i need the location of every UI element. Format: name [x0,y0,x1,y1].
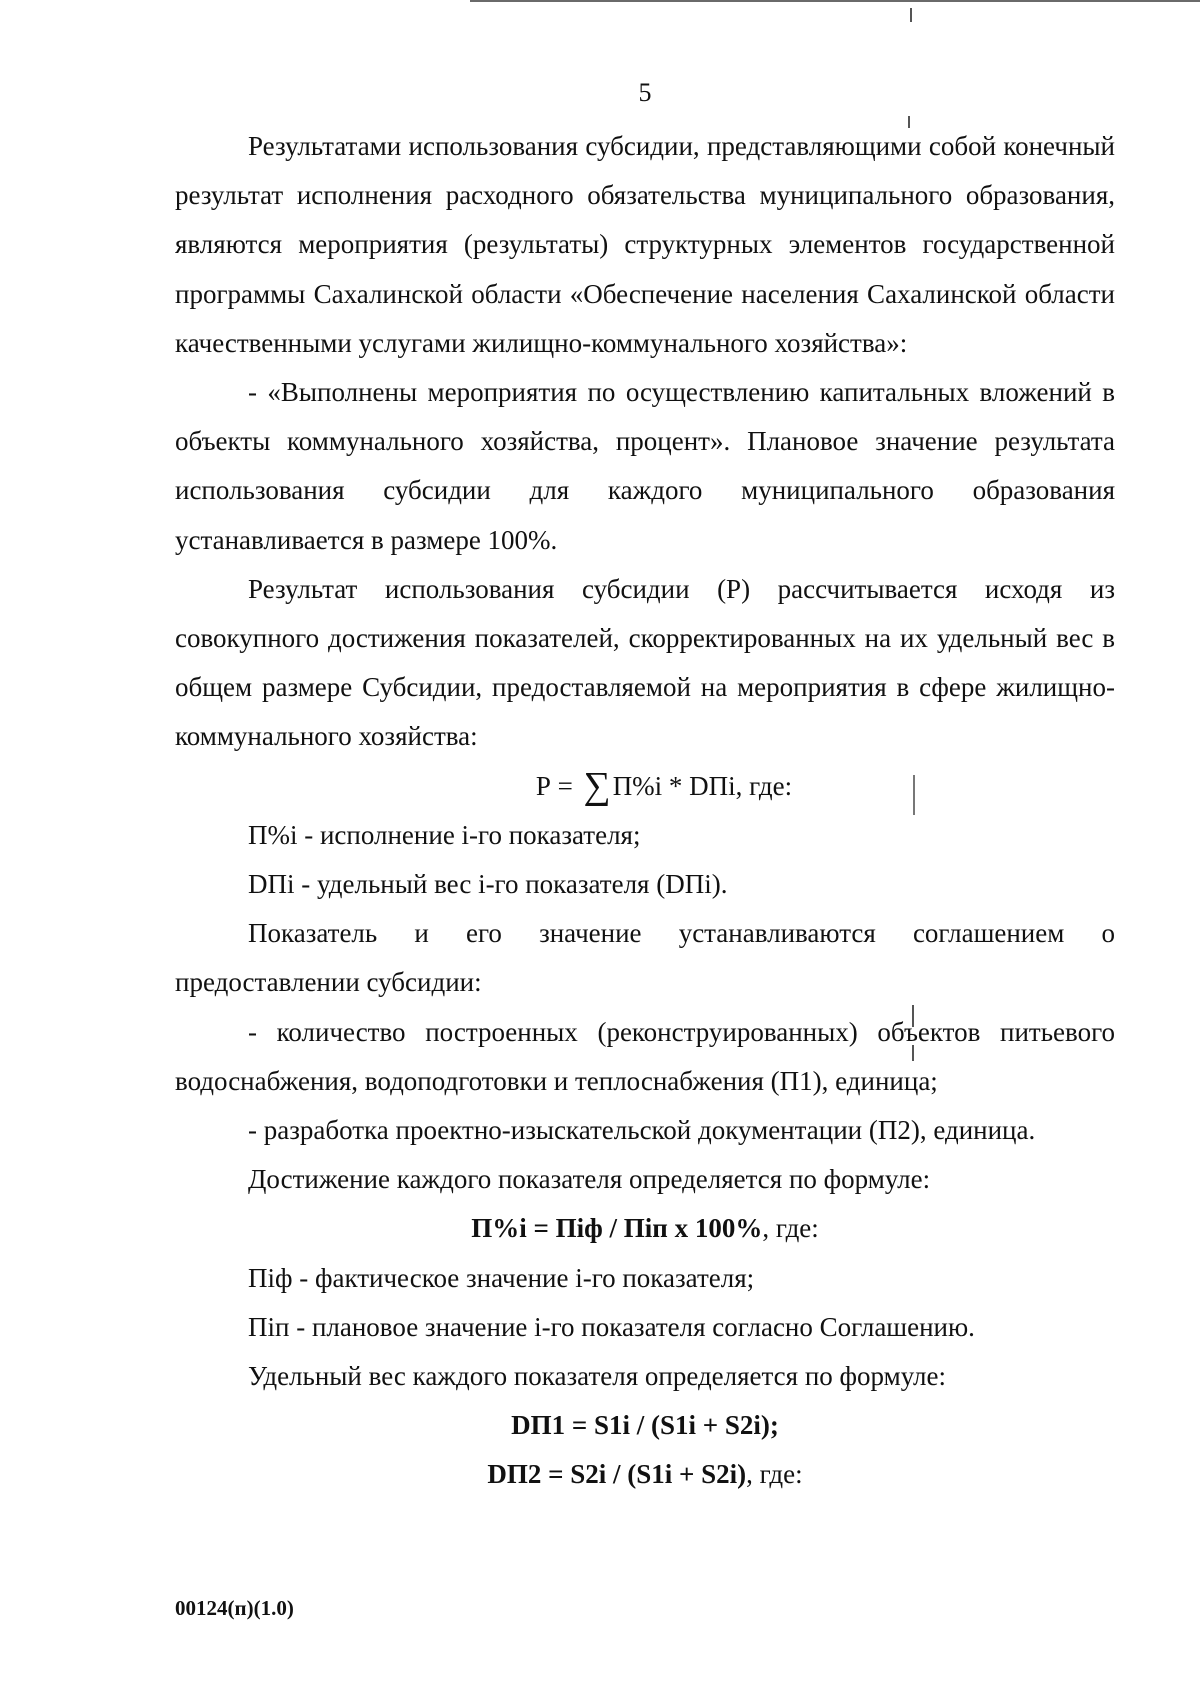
definition-actual: Пiф - фактическое значение i-го показателя; [248,1262,755,1293]
document-code: 00124(п)(1.0) [175,1596,294,1620]
top-border-line [470,0,1200,2]
paragraph-result-calculation: Результат использования субсидии (Р) рассчитывается исходя из совокупного достижения показателей, скорректированных на их удельный вес в общем размере Субсидии, предоставляемой на мероприятия в сфере жилищно-коммунального хозяйства: [175,573,1115,752]
sigma-symbol: ∑ [583,764,611,807]
paragraph-weight-formula: Удельный вес каждого показателя определяется по формуле: [248,1361,946,1392]
list-item-documentation: - разработка проектно-изыскательской документации (П2), единица. [248,1115,1036,1146]
page-number: 5 [638,78,652,107]
formula-weight-2 [175,1450,1115,1499]
formula-achievement-suffix: , где: [762,1213,819,1244]
formula-result-right: П%i * DПi, где: [612,770,793,801]
paragraph-achievement-formula: Достижение каждого показателя определяется по формуле: [248,1164,931,1195]
formula-achievement [175,1204,1115,1253]
paragraph-subsidy-results: Результатами использования субсидии, представляющими собой конечный результат исполнения расходного обязательства муниципального образования, являются мероприятия (результаты) структурных элементов государственной программы Сахалинской области «Обеспечение населения Сахалинской области качественными услугами жилищно-коммунального хозяйства»: [175,131,1115,358]
formula-result-left: Р = [535,770,573,801]
formula-weight-2-suffix: , где: [746,1459,803,1490]
document-body [175,122,1115,1500]
definition-planned: Пiп - плановое значение i-го показателя согласно Соглашению. [248,1311,975,1342]
formula-weight-2-expression: DП2 = S2i / (S1i + S2i) [487,1459,747,1490]
formula-result [175,762,1115,811]
definition-weight: DПi - удельный вес i-го показателя (DПi). [248,869,728,900]
scan-mark [910,8,912,22]
definition-execution: П%i - исполнение i-го показателя; [248,819,641,850]
list-item-objects: - количество построенных (реконструированных) объектов питьевого водоснабжения, водоподготовки и теплоснабжения (П1), единица; [175,1016,1115,1096]
formula-achievement-expression: П%i = Пiф / Пiп х 100% [471,1213,763,1244]
paragraph-indicator-agreement: Показатель и его значение устанавливаются соглашением о предоставлении субсидии: [175,918,1115,998]
paragraph-planned-value: - «Выполнены мероприятия по осуществлению капитальных вложений в объекты коммунального хозяйства, процент». Плановое значение результата использования субсидии для каждого муниципального образования устанавливается в размере 100%. [175,377,1115,555]
formula-weight-1: DП1 = S1i / (S1i + S2i); [511,1410,779,1441]
